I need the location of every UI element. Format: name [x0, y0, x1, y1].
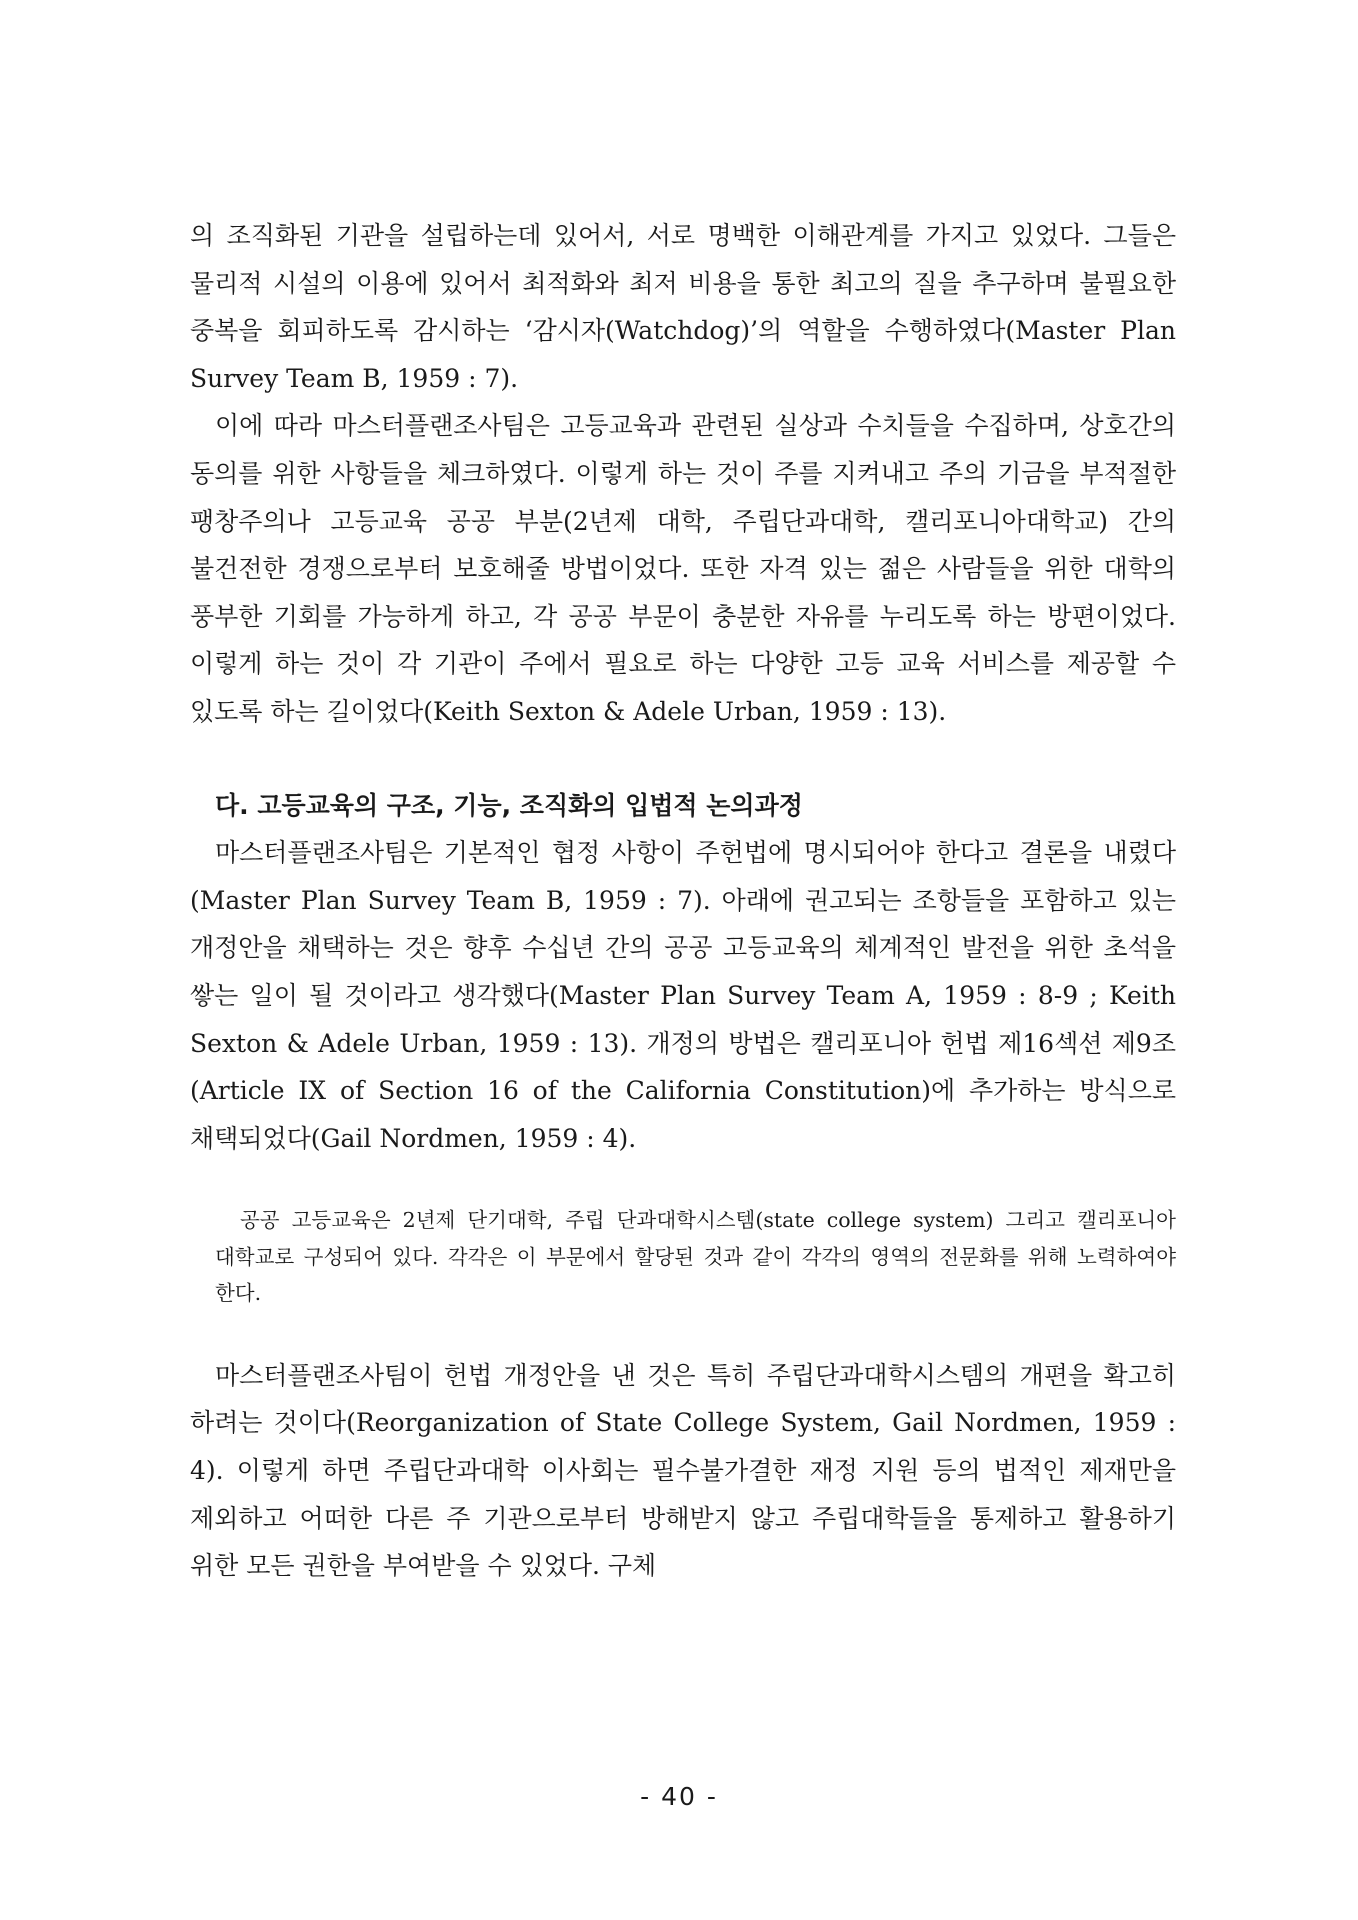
body-paragraph-1: 의 조직화된 기관을 설립하는데 있어서, 서로 명백한 이해관계를 가지고 있었다. 그들은 물리적 시설의 이용에 있어서 최적화와 최저 비용을 통한 최고의 질을 추구하며 불필요한 중복을 회피하도록 감시하는 ‘감시자(Watchdog)’의 역할을 수행하였다(Master Plan Survey Team B, 1959 : 7). — [190, 221, 1176, 393]
document-page — [190, 212, 1176, 1590]
body-paragraph-3: 마스터플랜조사팀은 기본적인 협정 사항이 주헌법에 명시되어야 한다고 결론을 내렸다(Master Plan Survey Team B, 1959 : 7). 아래에 권고되는 조항들을 포함하고 있는 개정안을 채택하는 것은 향후 수십년 간의 공공 고등교육의 체계적인 발전을 위한 초석을 쌓는 일이 될 것이라고 생각했다(Master Plan Survey Team A, 1959 : 8-9 ; Keith Sexton & Adele Urban, 1959 : 13). 개정의 방법은 캘리포니아 헌법 제16섹션 제9조(Article IX of Section 16 of the California Constitution)에 추가하는 방식으로 채택되었다(Gail Nordmen, 1959 : 4). — [190, 838, 1176, 1153]
page-number: - 40 - — [640, 1782, 718, 1811]
block-quote: 공공 고등교육은 2년제 단기대학, 주립 단과대학시스템(state college system) 그리고 캘리포니아 대학교로 구성되어 있다. 각각은 이 부문에서 할당된 것과 같이 각각의 영역의 전문화를 위해 노력하여야 한다. — [215, 1208, 1176, 1306]
body-paragraph-2: 이에 따라 마스터플랜조사팀은 고등교육과 관련된 실상과 수치들을 수집하며, 상호간의 동의를 위한 사항들을 체크하였다. 이렇게 하는 것이 주를 지켜내고 주의 기금을 부적절한 팽창주의나 고등교육 공공 부분(2년제 대학, 주립단과대학, 캘리포니아대학교) 간의 불건전한 경쟁으로부터 보호해줄 방법이었다. 또한 자격 있는 젊은 사람들을 위한 대학의 풍부한 기회를 가능하게 하고, 각 공공 부문이 충분한 자유를 누리도록 하는 방편이었다. 이렇게 하는 것이 각 기관이 주에서 필요로 하는 다양한 고등 교육 서비스를 제공할 수 있도록 하는 길이었다(Keith Sexton & Adele Urban, 1959 : 13). — [190, 411, 1176, 726]
body-paragraph-4: 마스터플랜조사팀이 헌법 개정안을 낸 것은 특히 주립단과대학시스템의 개편을 확고히 하려는 것이다(Reorganization of State College System, Gail Nordmen, 1959 : 4). 이렇게 하면 주립단과대학 이사회는 필수불가결한 재정 지원 등의 법적인 제재만을 제외하고 어떠한 다른 주 기관으로부터 방해받지 않고 주립대학들을 통제하고 활용하기 위한 모든 권한을 부여받을 수 있었다. 구체 — [190, 1360, 1176, 1581]
section-heading: 다. 고등교육의 구조, 기능, 조직화의 입법적 논의과정 — [215, 790, 803, 820]
